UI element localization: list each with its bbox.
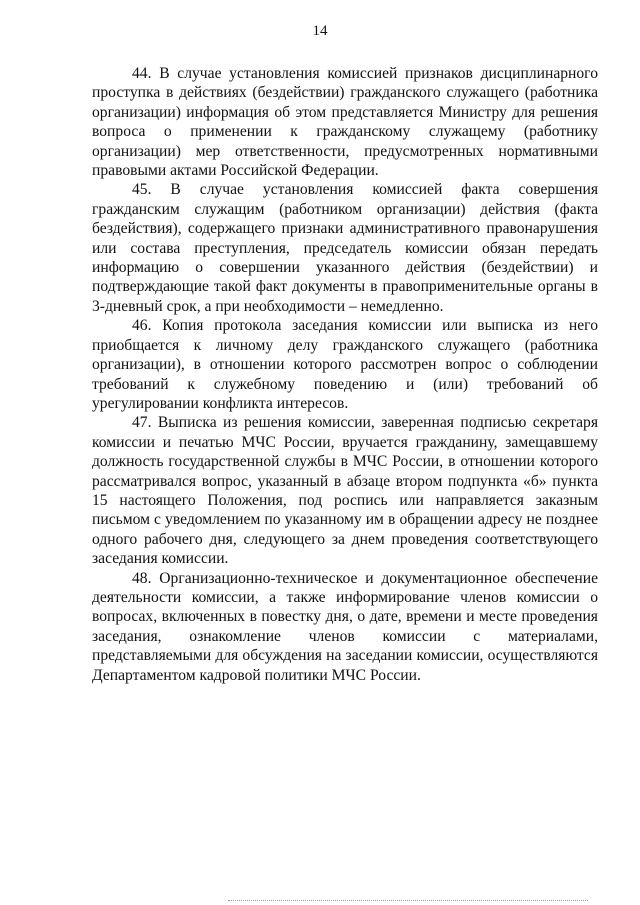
document-body <box>92 64 598 685</box>
paragraph-44: 44. В случае установления комиссией признаков дисциплинарного проступка в действиях (бездействии) гражданского служащего (работника организации) информация об этом представляется Министру для решения вопроса о применении к гражданскому служащему (работнику организации) мер ответственности, предусмотренных нормативными правовыми актами Российской Федерации. <box>92 65 598 180</box>
page-number: 14 <box>312 23 328 39</box>
paragraph-47: 47. Выписка из решения комиссии, заверенная подписью секретаря комиссии и печатью МЧС России, вручается гражданину, замещавшему должность государственной службы в МЧС России, в отношении которого рассматривался вопрос, указанный в абзаце втором подпункта «б» пункта 15 настоящего Положения, под роспись или направляется заказным письмом с уведомлением по указанному им в обращении адресу не позднее одного рабочего дня, следующего за днем проведения соответствующего заседания комиссии. <box>92 414 598 568</box>
paragraph-46: 46. Копия протокола заседания комиссии или выписка из него приобщается к личному делу гражданского служащего (работника организации), в отношении которого рассмотрен вопрос о соблюдении требований к служебному поведению и (или) требований об урегулировании конфликта интересов. <box>92 317 598 412</box>
paragraph-48: 48. Организационно-техническое и документационное обеспечение деятельности комиссии, а также информирование членов комиссии о вопросах, включенных в повестку дня, о дате, времени и месте проведения заседания, ознакомление членов комиссии с материалами, представляемыми для обсуждения на заседании комиссии, осуществляются Департаментом кадровой политики МЧС России. <box>92 569 598 684</box>
scan-edge-divider <box>228 900 588 905</box>
paragraph-45: 45. В случае установления комиссией факта совершения гражданским служащим (работником организации) действия (факта бездействия), содержащего признаки административного правонарушения или состава преступления, председатель комиссии обязан передать информацию о совершении указанного действия (бездействии) и подтверждающие такой факт документы в правоприменительные органы в 3-дневный срок, а при необходимости – немедленно. <box>92 181 598 315</box>
